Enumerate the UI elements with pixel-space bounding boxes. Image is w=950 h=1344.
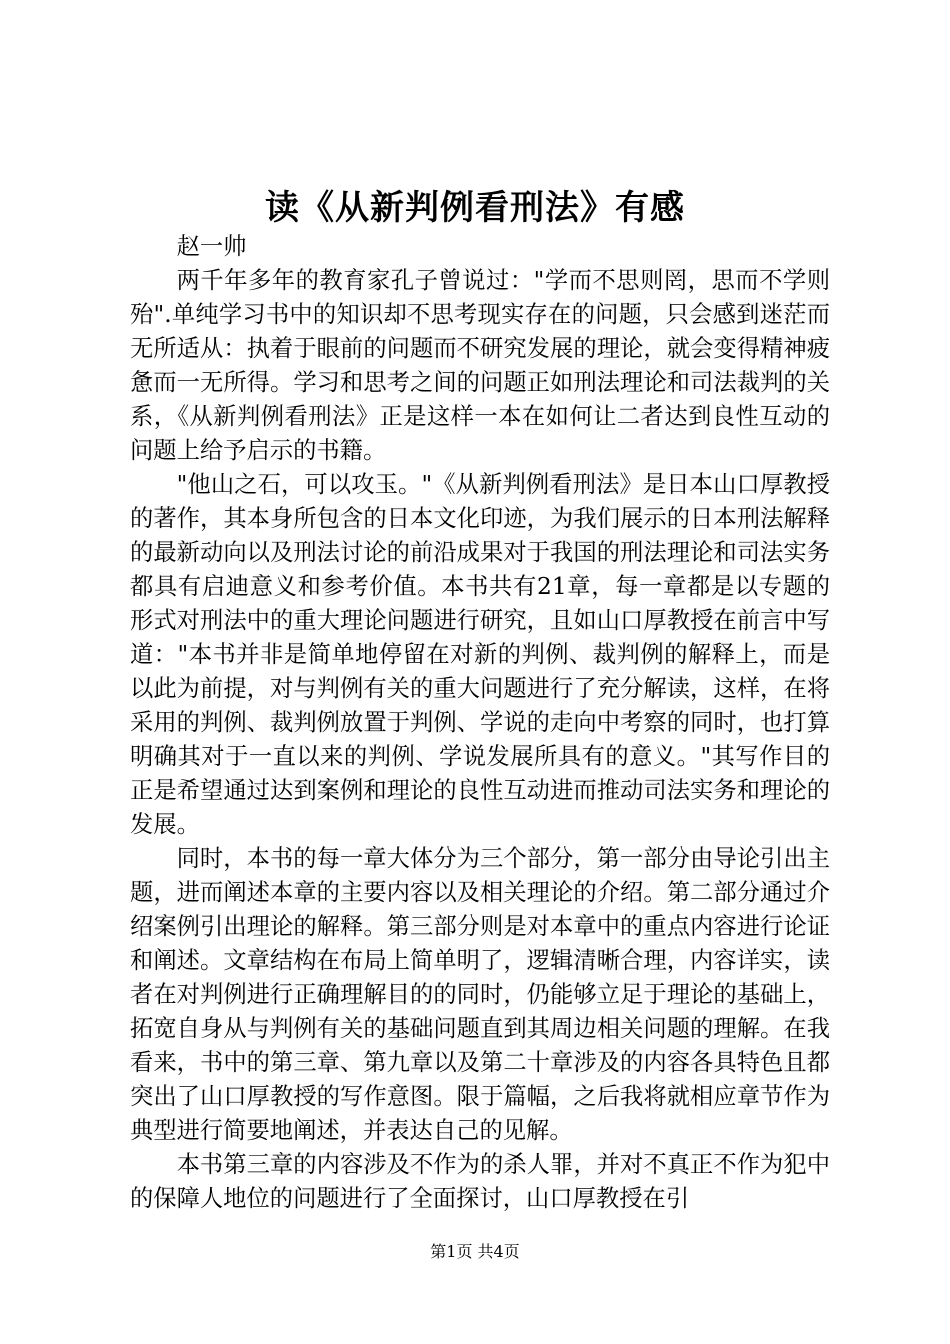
document-body [130, 230, 830, 1216]
paragraph-2: "他山之石，可以攻玉。"《从新判例看刑法》是日本山口厚教授的著作，其本身所包含的日本文化印迹，为我们展示的日本刑法解释的最新动向以及刑法讨论的前沿成果对于我国的刑法理论和司法实务都具有启迪意义和参考价值。本书共有21章，每一章都是以专题的形式对刑法中的重大理论问题进行研究，且如山口厚教授在前言中写道："本书并非是简单地停留在对新的判例、裁判例的解释上，而是以此为前提，对与判例有关的重大问题进行了充分解读，这样，在将采用的判例、裁判例放置于判例、学说的走向中考察的同时，也打算明确其对于一直以来的判例、学说发展所具有的意义。"其写作目的正是希望通过达到案例和理论的良性互动进而推动司法实务和理论的发展。 [130, 471, 830, 838]
document-title: 读《从新判例看刑法》有感 [265, 188, 685, 228]
paragraph-4: 本书第三章的内容涉及不作为的杀人罪，并对不真正不作为犯中的保障人地位的问题进行了全面探讨，山口厚教授在引 [130, 1151, 830, 1212]
author-line: 赵一帅 [176, 233, 247, 260]
paragraph-1: 两千年多年的教育家孔子曾说过："学而不思则罔，思而不学则殆".单纯学习书中的知识却不思考现实存在的问题，只会感到迷茫而无所适从：执着于眼前的问题而不研究发展的理论，就会变得精神疲惫而一无所得。学习和思考之间的问题正如刑法理论和司法裁判的关系，《从新判例看刑法》正是这样一本在如何让二者达到良性互动的问题上给予启示的书籍。 [130, 267, 830, 464]
paragraph-3: 同时，本书的每一章大体分为三个部分，第一部分由导论引出主题，进而阐述本章的主要内容以及相关理论的介绍。第二部分通过介绍案例引出理论的解释。第三部分则是对本章中的重点内容进行论证和阐述。文章结构在布局上简单明了，逻辑清晰合理，内容详实，读者在对判例进行正确理解目的的同时，仍能够立足于理论的基础上，拓宽自身从与判例有关的基础问题直到其周边相关问题的理解。在我看来，书中的第三章、第九章以及第二十章涉及的内容各具特色且都突出了山口厚教授的写作意图。限于篇幅，之后我将就相应章节作为典型进行简要地阐述，并表达自己的见解。 [130, 845, 830, 1144]
page-footer: 第1页 共4页 [430, 1242, 520, 1261]
